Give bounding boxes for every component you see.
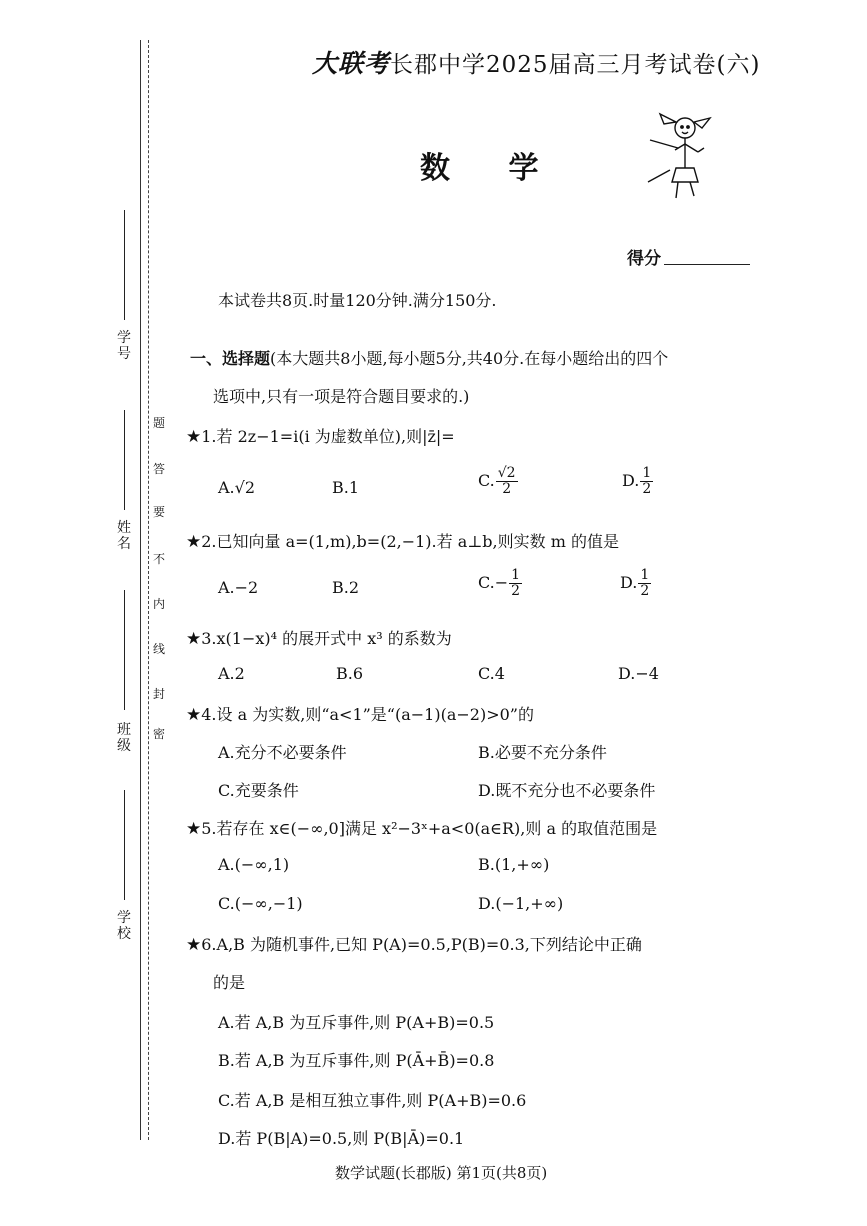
section1-header	[190, 346, 668, 369]
question-1-text: 1.若 2z−1=i(i 为虚数单位),则|z̄|=	[201, 427, 455, 446]
field-student-id-blank[interactable]	[124, 210, 125, 320]
q4-option-b[interactable]: B.必要不充分条件	[478, 743, 607, 762]
q5-option-c[interactable]: C.(−∞,−1)	[218, 894, 303, 913]
q3-option-c[interactable]: C.4	[478, 664, 505, 683]
field-name: 姓名	[117, 520, 131, 552]
q1-option-b[interactable]: B.1	[332, 478, 360, 497]
question-6-cont: 的是	[213, 973, 246, 992]
q2-option-a[interactable]: A.−2	[218, 578, 259, 597]
question-5-text: 5.若存在 x∈(−∞,0]满足 x²−3ˣ+a<0(a∈R),则 a 的取值范围是	[201, 819, 658, 838]
seal-char: 不	[152, 552, 165, 566]
field-student-id: 学号	[117, 330, 131, 362]
section1-title: 一、选择题	[190, 349, 271, 368]
exam-title: 大联考长郡中学2025届高三月考试卷(六)	[312, 49, 761, 78]
mascot-doodle-icon	[640, 110, 720, 205]
seal-char: 题	[152, 416, 165, 430]
q5-option-b[interactable]: B.(1,+∞)	[478, 855, 550, 874]
star-icon: ★	[186, 427, 202, 447]
field-school-blank[interactable]	[124, 790, 125, 900]
field-name-blank[interactable]	[124, 410, 125, 510]
page-footer: 数学试题(长郡版) 第1页(共8页)	[335, 1164, 548, 1182]
score-input-line[interactable]	[664, 264, 750, 265]
star-icon: ★	[186, 935, 202, 955]
q4-option-c[interactable]: C.充要条件	[218, 781, 299, 800]
q6-option-c[interactable]: C.若 A,B 是相互独立事件,则 P(A+B)=0.6	[218, 1091, 527, 1110]
seal-char: 封	[152, 687, 165, 701]
binding-line-dashed	[148, 40, 149, 1140]
question-4	[186, 702, 534, 725]
star-icon: ★	[186, 532, 202, 552]
star-icon: ★	[186, 819, 202, 839]
q6-option-b[interactable]: B.若 A,B 为互斥事件,则 P(Ā+B̄)=0.8	[218, 1051, 495, 1070]
field-school: 学校	[117, 910, 131, 942]
q3-option-d[interactable]: D.−4	[618, 664, 659, 683]
binding-line-left	[140, 40, 141, 1140]
question-3-text: 3.x(1−x)⁴ 的展开式中 x³ 的系数为	[201, 629, 452, 648]
field-class-blank[interactable]	[124, 590, 125, 710]
seal-char: 内	[152, 597, 165, 611]
q1-option-c[interactable]: C. $\frac{√2}{2}$	[478, 465, 516, 497]
question-6	[186, 932, 642, 955]
q3-option-b[interactable]: B.6	[336, 664, 364, 683]
field-class: 班级	[117, 722, 131, 754]
question-2	[186, 529, 619, 552]
subject-title: 数 学	[420, 151, 563, 186]
exam-notice: 本试卷共8页.时量120分钟.满分150分.	[218, 291, 497, 310]
q4-option-a[interactable]: A.充分不必要条件	[218, 743, 347, 762]
star-icon: ★	[186, 705, 202, 725]
q6-option-a[interactable]: A.若 A,B 为互斥事件,则 P(A+B)=0.5	[218, 1013, 495, 1032]
seal-char: 密	[152, 727, 165, 741]
q3-option-a[interactable]: A.2	[218, 664, 245, 683]
q1-option-d[interactable]: D. $\frac{1}{2}$	[622, 465, 652, 497]
score-label: 得分	[627, 249, 661, 269]
brand-logo-text: 大联考	[312, 49, 391, 78]
seal-char: 要	[152, 505, 165, 519]
question-2-text: 2.已知向量 a=(1,m),b=(2,−1).若 a⊥b,则实数 m 的值是	[201, 532, 619, 551]
q6-option-d[interactable]: D.若 P(B|A)=0.5,则 P(B|Ā)=0.1	[218, 1129, 465, 1148]
q1-option-a[interactable]: A.√2	[218, 478, 256, 497]
question-1	[186, 424, 455, 447]
q2-option-c[interactable]: C.− $\frac{1}{2}$	[478, 567, 521, 599]
q5-option-a[interactable]: A.(−∞,1)	[218, 855, 290, 874]
question-3	[186, 626, 452, 649]
q2-option-d[interactable]: D. $\frac{1}{2}$	[620, 567, 650, 599]
seal-char: 答	[152, 462, 165, 476]
question-5	[186, 816, 657, 839]
q2-option-b[interactable]: B.2	[332, 578, 360, 597]
question-6-text: 6.A,B 为随机事件,已知 P(A)=0.5,P(B)=0.3,下列结论中正确	[201, 935, 642, 954]
q5-option-d[interactable]: D.(−1,+∞)	[478, 894, 564, 913]
question-4-text: 4.设 a 为实数,则“a<1”是“(a−1)(a−2)>0”的	[201, 705, 534, 724]
seal-char: 线	[152, 642, 165, 656]
section1-desc-2: 选项中,只有一项是符合题目要求的.)	[213, 387, 470, 406]
q4-option-d[interactable]: D.既不充分也不必要条件	[478, 781, 656, 800]
star-icon: ★	[186, 629, 202, 649]
section1-desc: (本大题共8小题,每小题5分,共40分.在每小题给出的四个	[270, 349, 669, 368]
